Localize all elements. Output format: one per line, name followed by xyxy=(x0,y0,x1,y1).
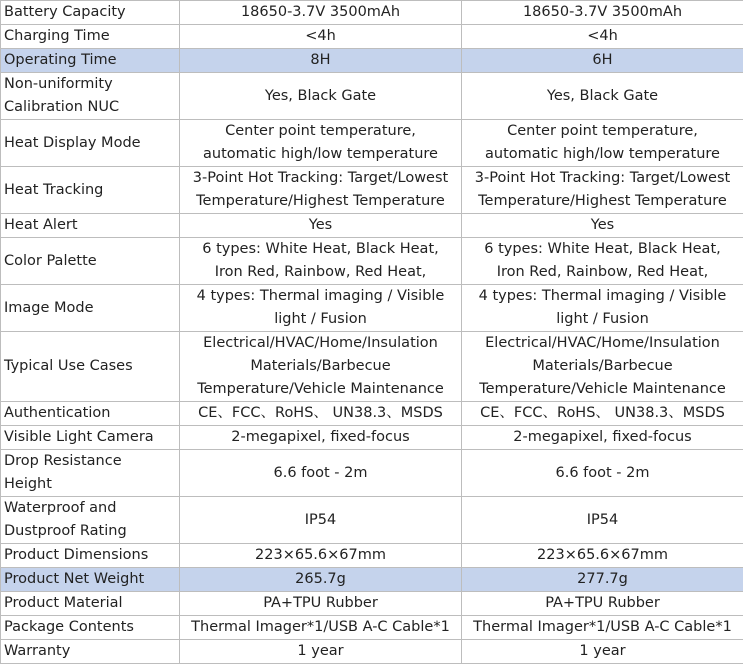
spec-row-product-net-weight xyxy=(1,568,743,592)
spec-row-drop-resistance-height xyxy=(1,450,743,497)
spec-value-model-1-line: Thermal Imager*1/USB A-C Cable*1 xyxy=(191,619,450,635)
spec-label-line: Drop Resistance xyxy=(4,453,122,469)
spec-value-model-2 xyxy=(462,592,743,616)
spec-label xyxy=(1,238,180,285)
spec-value-model-2-line: Center point temperature, xyxy=(507,123,698,139)
spec-value-model-1 xyxy=(180,497,462,544)
spec-value-model-1-line: 6 types: White Heat, Black Heat, xyxy=(202,241,439,257)
spec-label xyxy=(1,120,180,167)
spec-value-model-1-line: 2-megapixel, fixed-focus xyxy=(231,429,410,445)
spec-row-heat-alert xyxy=(1,214,743,238)
spec-label xyxy=(1,402,180,426)
spec-value-model-1 xyxy=(180,167,462,214)
spec-label xyxy=(1,214,180,238)
spec-value-model-2-line: <4h xyxy=(587,28,618,44)
spec-value-model-2-line: Materials/Barbecue xyxy=(532,358,673,374)
spec-value-model-1-line: IP54 xyxy=(304,511,337,528)
spec-value-model-1-line: Iron Red, Rainbow, Red Heat, xyxy=(214,264,427,280)
spec-value-model-1-line: Materials/Barbecue xyxy=(250,358,391,374)
spec-value-model-1-line: light / Fusion xyxy=(274,311,367,327)
spec-value-model-2-line: CE、FCC、RoHS、 UN38.3、MSDS xyxy=(480,405,725,421)
spec-row-package-contents xyxy=(1,616,743,640)
spec-label xyxy=(1,1,180,25)
spec-value-model-1 xyxy=(180,238,462,285)
spec-value-model-2-line: 1 year xyxy=(579,643,626,659)
spec-value-model-1-line: automatic high/low temperature xyxy=(203,146,438,162)
spec-value-model-2-line: Thermal Imager*1/USB A-C Cable*1 xyxy=(473,619,732,635)
spec-label-line: Heat Alert xyxy=(4,217,78,233)
spec-label-line: Image Mode xyxy=(4,299,94,316)
spec-value-model-1 xyxy=(180,285,462,332)
spec-value-model-1-line: PA+TPU Rubber xyxy=(263,595,378,611)
spec-row-charging-time xyxy=(1,25,743,49)
spec-value-model-1 xyxy=(180,73,462,120)
spec-value-model-1-line: <4h xyxy=(305,28,336,44)
spec-value-model-1 xyxy=(180,616,462,640)
spec-value-model-1 xyxy=(180,49,462,73)
spec-value-model-2 xyxy=(462,568,743,592)
spec-label xyxy=(1,49,180,73)
spec-value-model-2-line: 6 types: White Heat, Black Heat, xyxy=(484,241,721,257)
spec-row-visible-light-camera xyxy=(1,426,743,450)
spec-value-model-1-line: Temperature/Vehicle Maintenance xyxy=(197,381,444,397)
spec-value-model-1 xyxy=(180,25,462,49)
spec-value-model-2 xyxy=(462,616,743,640)
spec-label-line: Operating Time xyxy=(4,52,117,68)
spec-label xyxy=(1,616,180,640)
spec-label-line: Heat Tracking xyxy=(4,181,104,198)
spec-row-product-dimensions xyxy=(1,544,743,568)
spec-label xyxy=(1,25,180,49)
spec-value-model-2 xyxy=(462,332,743,402)
spec-value-model-1-line: 18650-3.7V 3500mAh xyxy=(240,4,401,20)
spec-label-line: Product Net Weight xyxy=(4,571,145,587)
spec-value-model-2 xyxy=(462,640,743,664)
spec-value-model-2 xyxy=(462,120,743,167)
spec-value-model-2 xyxy=(462,167,743,214)
spec-value-model-2 xyxy=(462,450,743,497)
spec-value-model-2-line: 3-Point Hot Tracking: Target/Lowest xyxy=(474,170,731,186)
spec-label xyxy=(1,332,180,402)
spec-value-model-1 xyxy=(180,544,462,568)
spec-value-model-2-line: PA+TPU Rubber xyxy=(545,595,660,611)
spec-value-model-2-line: light / Fusion xyxy=(556,311,649,327)
spec-label xyxy=(1,73,180,120)
spec-value-model-1-line: Electrical/HVAC/Home/Insulation xyxy=(203,335,438,351)
spec-value-model-1-line: 1 year xyxy=(297,643,344,659)
spec-value-model-1-line: Temperature/Highest Temperature xyxy=(196,193,445,209)
spec-value-model-2 xyxy=(462,49,743,73)
spec-value-model-2 xyxy=(462,497,743,544)
spec-value-model-2-line: 277.7g xyxy=(577,571,628,587)
spec-label xyxy=(1,640,180,664)
spec-value-model-2-line: Iron Red, Rainbow, Red Heat, xyxy=(496,264,709,280)
spec-value-model-2 xyxy=(462,1,743,25)
spec-label-line: Dustproof Rating xyxy=(4,523,127,539)
spec-label-line: Non-uniformity xyxy=(4,76,113,92)
spec-row-image-mode xyxy=(1,285,743,332)
spec-value-model-2 xyxy=(462,238,743,285)
spec-value-model-1-line: Yes xyxy=(308,217,333,233)
spec-value-model-2-line: Yes, Black Gate xyxy=(546,87,659,104)
spec-value-model-2-line: automatic high/low temperature xyxy=(485,146,720,162)
spec-row-typical-use-cases xyxy=(1,332,743,402)
spec-value-model-1-line: CE、FCC、RoHS、 UN38.3、MSDS xyxy=(198,405,443,421)
spec-label-line: Product Dimensions xyxy=(4,547,149,563)
spec-value-model-1 xyxy=(180,592,462,616)
spec-row-non-uniformity-calibration-nuc xyxy=(1,73,743,120)
spec-label-line: Package Contents xyxy=(4,619,134,635)
spec-value-model-2 xyxy=(462,544,743,568)
spec-value-model-2-line: 223×65.6×67mm xyxy=(537,547,668,563)
spec-value-model-2-line: 2-megapixel, fixed-focus xyxy=(513,429,692,445)
spec-label-line: Visible Light Camera xyxy=(4,429,154,445)
spec-value-model-1 xyxy=(180,640,462,664)
spec-label xyxy=(1,544,180,568)
spec-value-model-1-line: 4 types: Thermal imaging / Visible xyxy=(196,288,445,304)
spec-value-model-1-line: 265.7g xyxy=(295,571,346,587)
spec-value-model-1-line: 8H xyxy=(310,52,331,68)
spec-row-operating-time xyxy=(1,49,743,73)
spec-value-model-2-line: IP54 xyxy=(586,511,619,528)
spec-value-model-2-line: 6.6 foot - 2m xyxy=(555,464,650,481)
spec-label xyxy=(1,450,180,497)
spec-value-model-2-line: 4 types: Thermal imaging / Visible xyxy=(478,288,727,304)
spec-label-line: Calibration NUC xyxy=(4,99,120,115)
spec-row-waterproof-and-dustproof-rating xyxy=(1,497,743,544)
spec-value-model-2-line: Temperature/Highest Temperature xyxy=(478,193,727,209)
spec-value-model-1 xyxy=(180,426,462,450)
spec-value-model-2 xyxy=(462,214,743,238)
spec-value-model-2-line: Yes xyxy=(590,217,615,233)
spec-value-model-1-line: Center point temperature, xyxy=(225,123,416,139)
spec-value-model-2 xyxy=(462,25,743,49)
spec-value-model-1 xyxy=(180,402,462,426)
spec-value-model-2 xyxy=(462,73,743,120)
spec-label xyxy=(1,592,180,616)
spec-value-model-2-line: 6H xyxy=(592,52,613,68)
spec-value-model-2-line: 18650-3.7V 3500mAh xyxy=(522,4,683,20)
spec-label-line: Typical Use Cases xyxy=(4,358,133,374)
spec-row-color-palette xyxy=(1,238,743,285)
spec-row-heat-display-mode xyxy=(1,120,743,167)
spec-label xyxy=(1,568,180,592)
spec-value-model-1 xyxy=(180,568,462,592)
spec-row-heat-tracking xyxy=(1,167,743,214)
spec-value-model-2 xyxy=(462,402,743,426)
spec-label-line: Heat Display Mode xyxy=(4,134,141,151)
spec-value-model-2 xyxy=(462,285,743,332)
spec-value-model-1 xyxy=(180,1,462,25)
spec-value-model-1-line: 223×65.6×67mm xyxy=(255,547,386,563)
spec-row-authentication xyxy=(1,402,743,426)
spec-label-line: Color Palette xyxy=(4,252,97,269)
spec-label-line: Battery Capacity xyxy=(4,4,126,20)
spec-value-model-2-line: Electrical/HVAC/Home/Insulation xyxy=(485,335,720,351)
spec-value-model-1 xyxy=(180,214,462,238)
spec-label xyxy=(1,426,180,450)
spec-value-model-2-line: Temperature/Vehicle Maintenance xyxy=(479,381,726,397)
spec-label-line: Height xyxy=(4,476,52,492)
spec-label xyxy=(1,285,180,332)
spec-label-line: Charging Time xyxy=(4,28,110,44)
spec-value-model-2 xyxy=(462,426,743,450)
spec-label xyxy=(1,167,180,214)
spec-label xyxy=(1,497,180,544)
spec-value-model-1 xyxy=(180,450,462,497)
spec-value-model-1-line: 3-Point Hot Tracking: Target/Lowest xyxy=(192,170,449,186)
spec-label-line: Authentication xyxy=(4,405,111,421)
spec-label-line: Warranty xyxy=(4,643,71,659)
spec-row-product-material xyxy=(1,592,743,616)
spec-label-line: Waterproof and xyxy=(4,500,117,516)
spec-value-model-1-line: 6.6 foot - 2m xyxy=(273,464,368,481)
spec-row-warranty xyxy=(1,640,743,664)
spec-value-model-1-line: Yes, Black Gate xyxy=(264,87,377,104)
spec-label-line: Product Material xyxy=(4,595,123,611)
spec-value-model-1 xyxy=(180,120,462,167)
spec-value-model-1 xyxy=(180,332,462,402)
spec-row-battery-capacity xyxy=(1,1,743,25)
